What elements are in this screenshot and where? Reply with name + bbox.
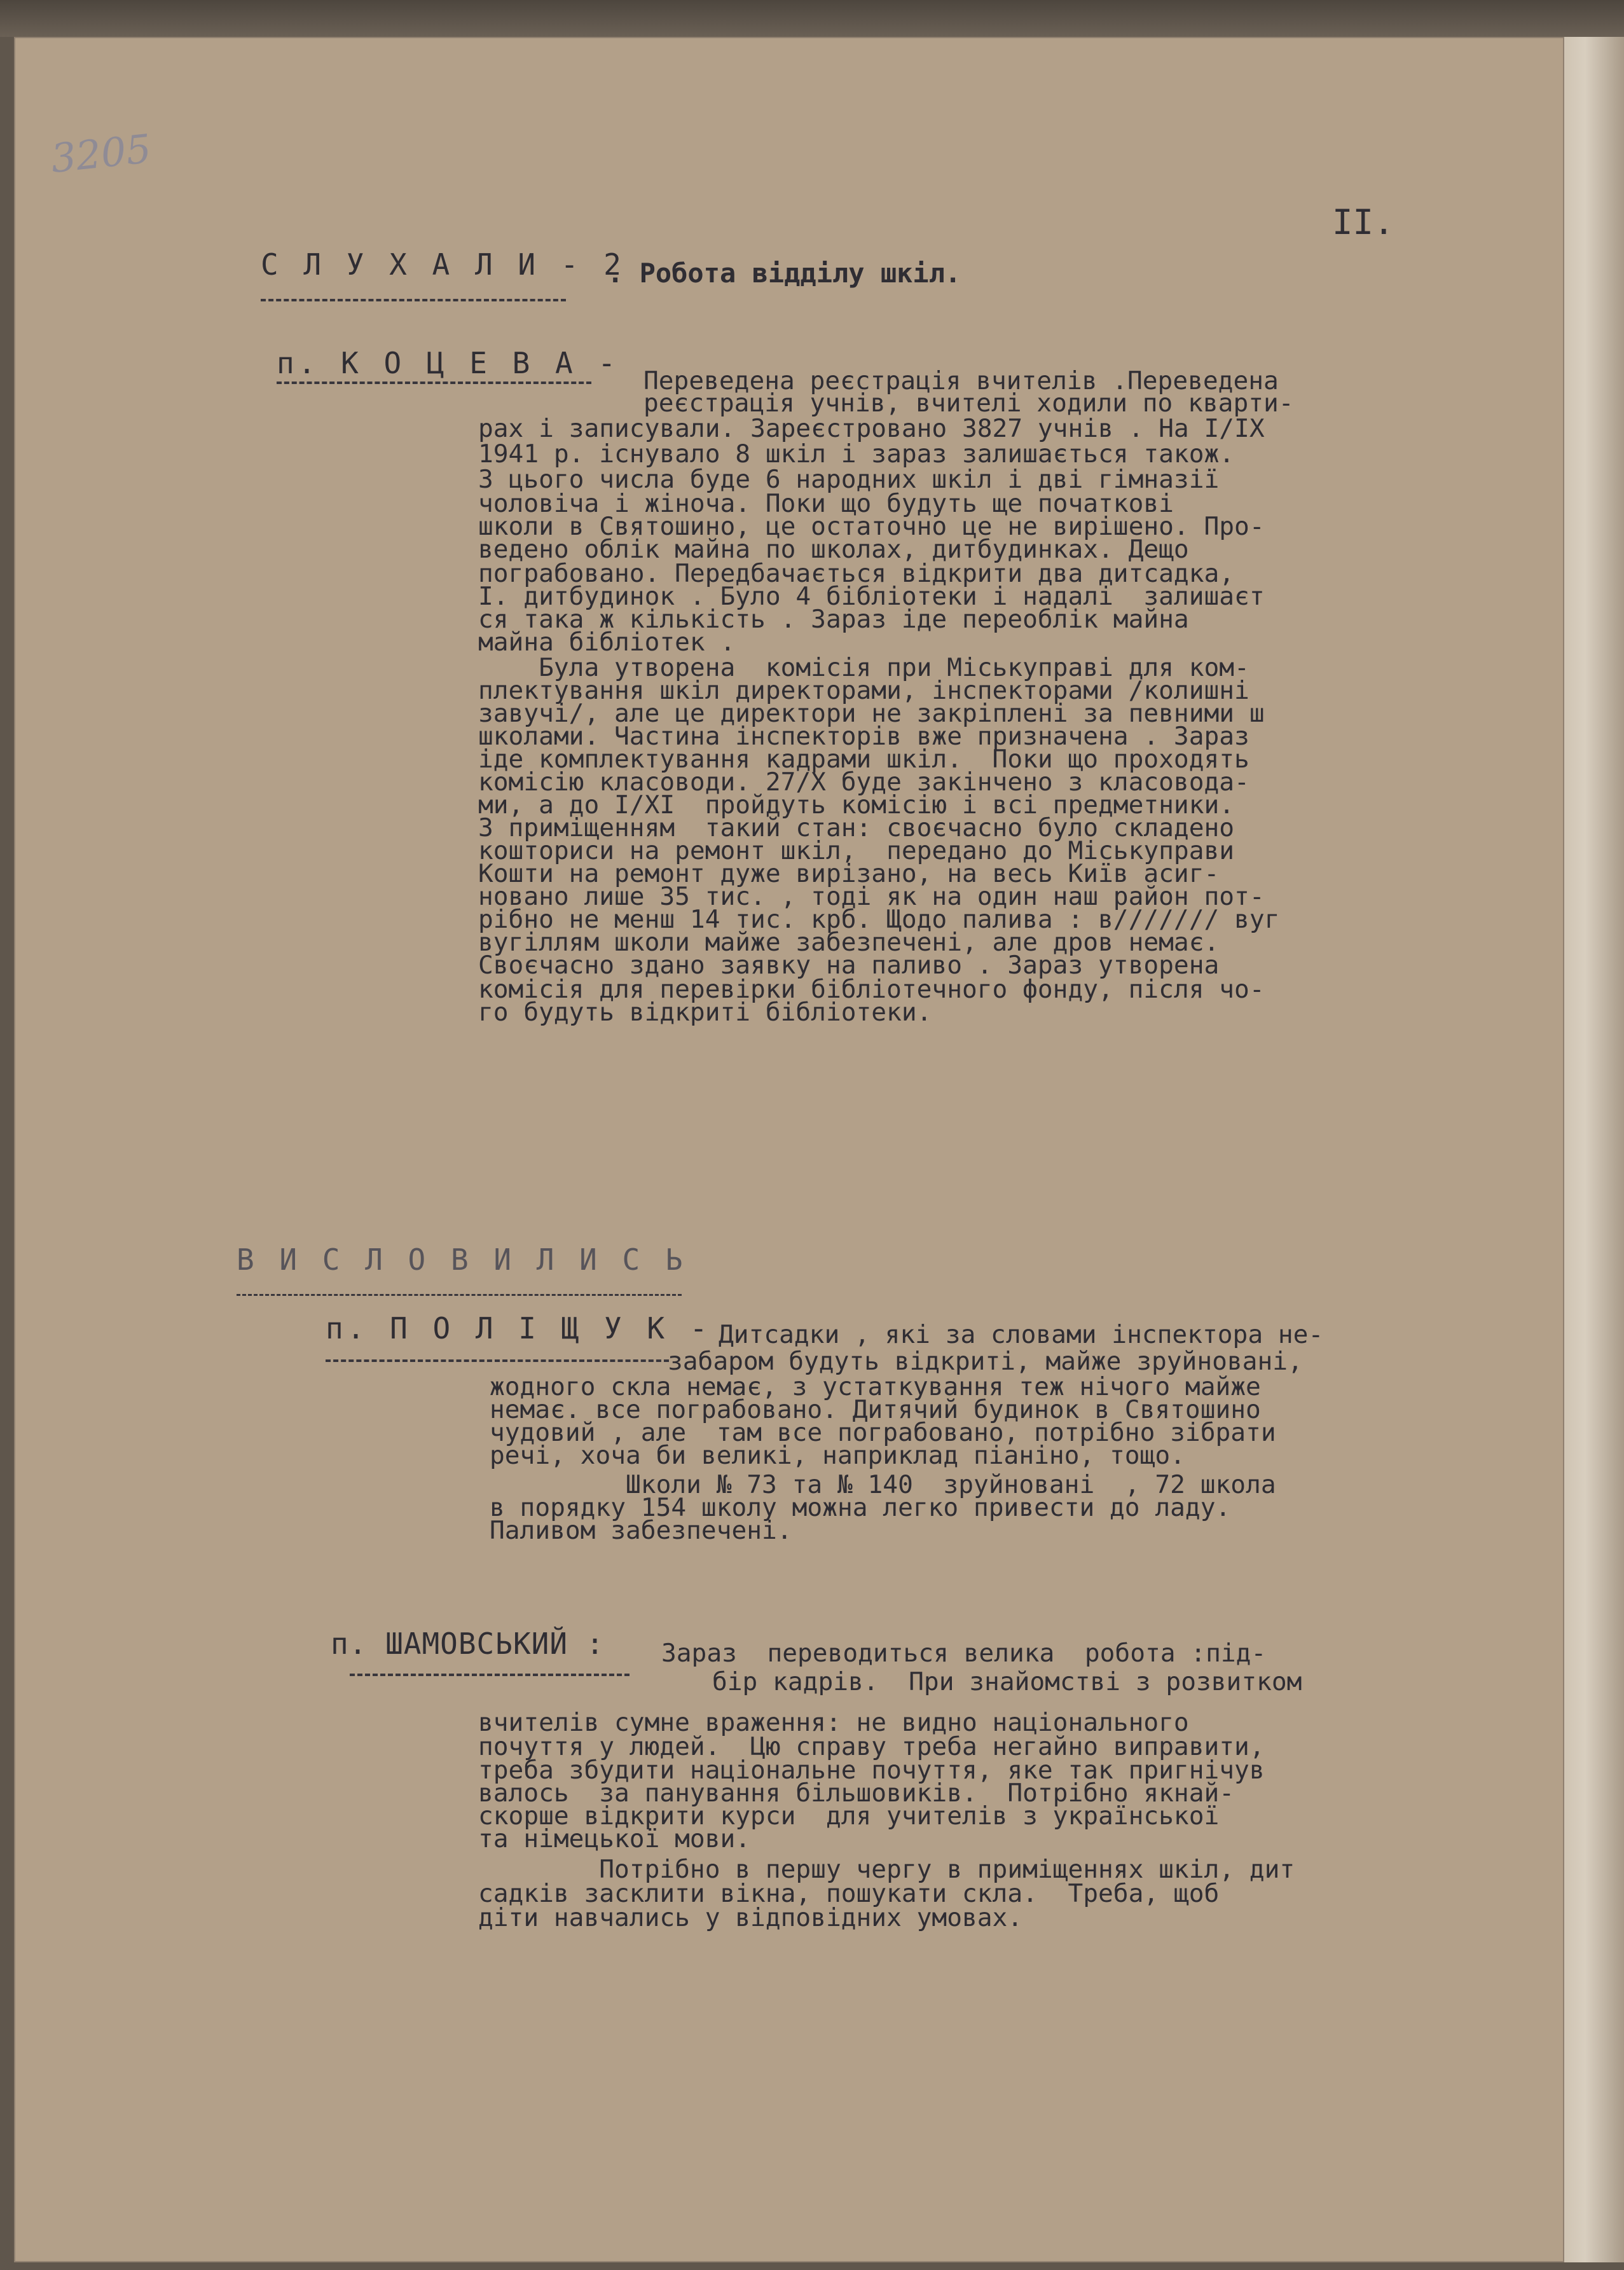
heard-title: . Робота відділу шкіл. (607, 258, 961, 289)
speaker-label-politsuk: п. П О Л І Щ У К - (326, 1311, 712, 1345)
politsuk-line-3: жодного скла немає, з устаткування теж нічого майже (490, 1372, 1261, 1401)
spoke-label: В И С Л О В И Л И С Ь (237, 1242, 687, 1277)
heard-label: С Л У Х А Л И - 2 (261, 247, 625, 282)
kotsova-line-12: майна бібліотек . (478, 628, 736, 657)
spoke-underline (237, 1294, 682, 1296)
politsuk-line-6: речі, хоча би великі, наприклад піаніно, тощо. (490, 1441, 1185, 1470)
kotsova-line-4: 1941 р. існувало 8 шкіл і зараз залишається також. (478, 439, 1235, 469)
speaker-label-shamovsky: п. ШАМОВСЬКИЙ : (331, 1627, 605, 1661)
kotsova-line-1: Переведена реєстрація вчителів .Переведена (643, 366, 1279, 396)
shamovsky-line-4: почуття у людей. Цю справу треба негайно виправити, (478, 1732, 1265, 1761)
kotsova-line-14: плектування шкіл директорами, інспекторами /колишні (478, 676, 1249, 705)
shamovsky-line-10: садків засклити вікна, пошукати скла. Треба, щоб (478, 1879, 1220, 1908)
politsuk-line-7: Школи № 73 та № 140 зруйновані , 72 школа (490, 1470, 1276, 1499)
speaker-underline-shamovsky (350, 1674, 630, 1676)
shamovsky-line-6: валось за панування більшовиків. Потрібно якнай- (478, 1778, 1235, 1808)
kotsova-line-27: комісія для перевірки бібліотечного фонду, після чо- (478, 975, 1265, 1004)
kotsova-line-3: рах і записували. Зареєстровано 3827 учнів . На І/ІХ (478, 414, 1265, 443)
kotsova-line-17: іде комплектування кадрами шкіл. Поки що проходять (478, 745, 1249, 774)
politsuk-line-9: Паливом забезпечені. (490, 1516, 792, 1545)
shamovsky-line-8: та німецької мови. (478, 1824, 751, 1854)
kotsova-line-8: ведено облік майна по школах, дитбудинках. Дещо (478, 535, 1189, 564)
speaker-underline-kotsova (277, 382, 591, 384)
kotsova-line-25: вугіллям школи майже забезпечені, але дров немає. (478, 928, 1220, 957)
kotsova-line-24: рібно не менш 14 тис. крб. Щодо палива : в/////// вуг (478, 905, 1280, 934)
shamovsky-line-1: Зараз переводиться велика робота :під- (661, 1639, 1267, 1668)
scan-background-right (1564, 37, 1624, 2262)
heard-underline (261, 299, 566, 301)
politsuk-line-2: забаром будуть відкриті, майже зруйновані, (668, 1347, 1303, 1376)
shamovsky-line-2: бір кадрів. При знайомстві з розвитком (712, 1667, 1302, 1696)
kotsova-line-28: го будуть відкриті бібліотеки. (478, 998, 932, 1027)
kotsova-line-11: ся така ж кількість . Зараз іде переоблік майна (478, 605, 1189, 634)
politsuk-line-5: чудовий , але там все пограбовано, потрібно зібрати (490, 1418, 1276, 1447)
page-number: II. (1332, 202, 1394, 242)
politsuk-line-8: в порядку 154 школу можна легко привести до ладу. (490, 1493, 1231, 1522)
kotsova-line-5: З цього числа буде 6 народних шкіл і дві гімназії (478, 465, 1220, 494)
kotsova-line-13: Була утворена комісія при Міськуправі для ком- (478, 653, 1249, 682)
kotsova-line-2: реєстрація учнів, вчителі ходили по кварти- (643, 389, 1294, 418)
kotsova-line-9: пограбовано. Передбачається відкрити два дитсадка, (478, 559, 1235, 588)
shamovsky-line-11: діти навчались у відповідних умовах. (478, 1903, 1023, 1932)
kotsova-line-22: Кошти на ремонт дуже вирізано, на весь Київ асиг- (478, 859, 1220, 888)
kotsova-line-10: І. дитбудинок . Було 4 бібліотеки і надалі залишаєт (478, 582, 1265, 611)
speaker-label-kotsova: п. К О Ц Е В А - (277, 346, 620, 380)
shamovsky-line-7: скорше відкрити курси для учителів з української (478, 1801, 1220, 1831)
kotsova-line-19: ми, а до І/ХІ пройдуть комісію і всі предметники. (478, 790, 1235, 820)
shamovsky-line-5: треба збудити національне почуття, яке так пригнічув (478, 1756, 1265, 1785)
kotsova-line-6: чоловіча і жіноча. Поки що будуть ще початкові (478, 489, 1174, 518)
speaker-underline-politsuk (326, 1359, 669, 1362)
kotsova-line-7: школи в Святошино, це остаточно це не вирішено. Про- (478, 512, 1265, 541)
shamovsky-line-9: Потрібно в першу чергу в приміщеннях шкіл, дит (478, 1855, 1295, 1884)
shamovsky-line-3: вчителів сумне враження: не видно національного (478, 1708, 1189, 1737)
kotsova-line-18: комісію класоводи. 27/Х буде закінчено з класовода- (478, 767, 1249, 797)
kotsova-line-20: З приміщенням такий стан: своєчасно було складено (478, 813, 1235, 843)
politsuk-line-4: немає. все пограбовано. Дитячий будинок в Святошино (490, 1395, 1261, 1424)
archive-pencil-mark: 3205 (48, 125, 154, 182)
kotsova-line-16: школами. Частина інспекторів вже призначена . Зараз (478, 722, 1249, 751)
politsuk-line-1: Дитсадки , які за словами інспектора не- (719, 1320, 1324, 1349)
kotsova-line-21: кошториси на ремонт шкіл, передано до Міськуправи (478, 836, 1235, 865)
kotsova-line-15: завучі/, але це директори не закріплені за певними ш (478, 699, 1265, 728)
kotsova-line-26: Своєчасно здано заявку на паливо . Зараз утворена (478, 951, 1220, 980)
kotsova-line-23: новано лише 35 тис. , тоді як на один наш район пот- (478, 882, 1265, 911)
scan-background-top (0, 0, 1624, 37)
